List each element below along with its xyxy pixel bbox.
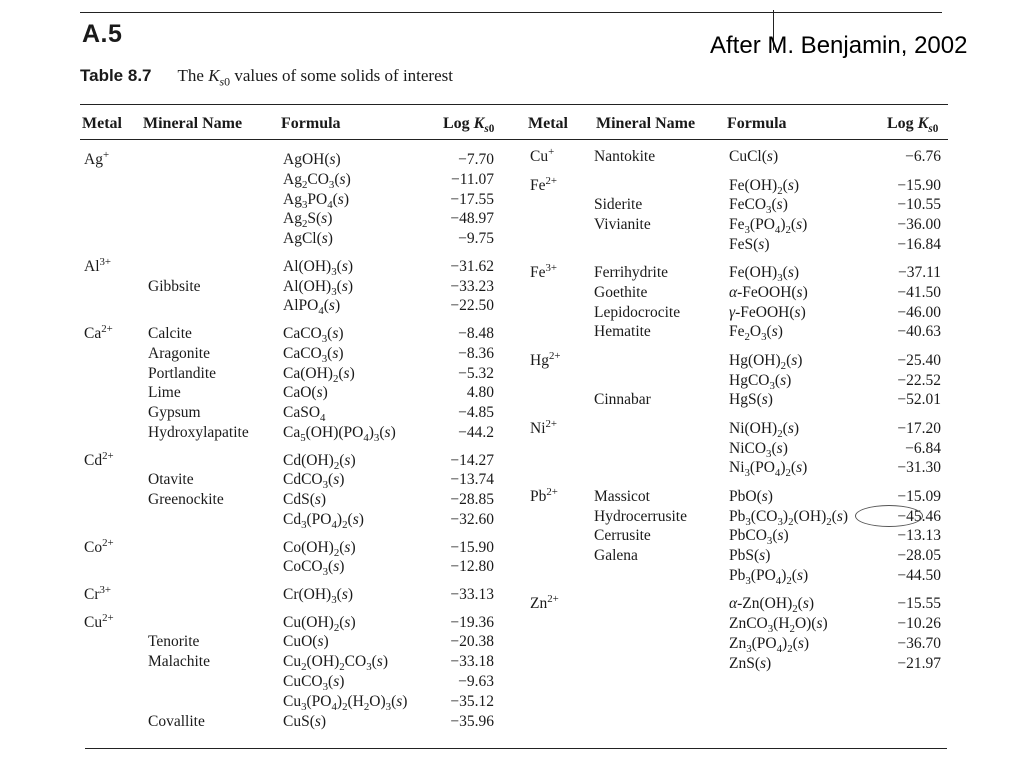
header-mineral-left: Mineral Name [143,115,243,132]
logk-cell: −33.23 [450,277,494,295]
formula-cell: $Zn_3(PO_4)_2(s)$ [729,634,810,655]
table-number: Table 8.7 [80,66,152,85]
logk-cell: −16.84 [897,235,941,253]
logk-cell: −10.26 [897,615,941,633]
logk-cell: −28.85 [450,491,494,509]
formula-cell: $Al(OH)_3(s)$ [283,277,354,298]
formula-cell: $Cd(OH)_2(s)$ [283,451,356,472]
formula-cell: HgCO$_3$(s) [729,371,792,392]
section-label: A.5 [82,20,123,48]
metal-cell: $Zn^{2+}$ [530,593,559,613]
logk-cell: −20.38 [450,633,494,651]
formula-cell: α-FeOOH(s) [729,284,808,301]
mineral-cell: Aragonite [148,344,210,362]
formula-cell: CuCl(s) [729,148,779,165]
logk-cell: −35.12 [450,692,494,710]
logk-cell: −44.2 [458,424,494,441]
logk-cell: −10.55 [897,196,941,214]
formula-cell: HgS(s) [729,391,773,409]
header-formula-right: Formula [727,115,787,132]
formula-cell: CuO(s) [283,633,329,651]
metal-cell: $Co^{2+}$ [84,536,114,556]
mineral-cell: Hematite [594,323,651,341]
formula-cell: CoCO$_3$(s) [283,558,345,579]
table-caption [80,66,453,89]
formula-cell: $Ag_3PO_4(s)$ [283,190,350,211]
formula-cell: $Fe_2O_3(s)$ [729,323,783,344]
formula-cell: $Cd_3(PO_4)_2(s)$ [283,511,364,532]
logk-cell: −36.70 [897,634,941,652]
formula-cell: AgOH(s) [283,151,341,168]
logk-cell: −22.52 [897,371,941,389]
logk-cell: −17.20 [897,420,941,437]
logk-cell: −22.50 [450,297,494,315]
mineral-cell: Calcite [148,325,192,342]
metal-cell: $Fe^{3+}$ [530,262,558,282]
mineral-cell: Lime [148,384,181,402]
logk-cell: −8.48 [458,325,494,342]
logk-cell: −8.36 [458,344,494,362]
logk-cell: −6.76 [905,148,941,165]
logk-cell: −12.80 [450,558,494,576]
mineral-cell: Hydrocerrusite [594,507,687,525]
logk-cell: 4.80 [466,384,494,402]
formula-cell: $Fe(OH)_2(s)$ [729,176,800,197]
formula-cell: PbS(s) [729,547,771,565]
formula-cell: $Ca_5(OH)(PO_4)_3(s)$ [283,424,396,445]
formula-cell: $Pb_3(CO_3)_2(OH)_2(s)$ [729,507,849,528]
formula-cell: $Co(OH)_2(s)$ [283,538,356,559]
header-bottom-rule [80,139,948,140]
logk-cell: −44.50 [897,566,941,584]
logk-cell: −4.85 [458,404,494,422]
mineral-cell: Gibbsite [148,277,201,295]
mineral-cell: Covallite [148,712,205,730]
logk-cell: −9.75 [458,230,494,248]
header-mineral-right: Mineral Name [596,115,696,132]
formula-cell: γ-FeOOH(s) [729,303,806,321]
logk-cell: −11.07 [450,170,494,188]
formula-cell: $Ca(OH)_2(s)$ [283,364,355,385]
header-formula-left: Formula [281,115,341,132]
logk-cell: −33.13 [450,586,494,603]
table-bottom-rule [85,748,947,749]
mineral-cell: Vivianite [594,216,651,233]
formula-cell: AlPO$_4$(s) [283,297,341,318]
logk-cell: −25.40 [897,352,941,369]
mineral-cell: Tenorite [148,633,200,651]
logk-cell: −28.05 [897,547,941,565]
logk-cell: −48.97 [450,210,494,228]
metal-cell: $Al^{3+}$ [84,255,112,275]
formula-cell: CuS(s) [283,712,327,730]
mineral-cell: Cinnabar [594,391,651,409]
formula-cell: AgCl(s) [283,230,333,248]
metal-cell: $Pb^{2+}$ [530,485,558,505]
formula-cell: $Cu_2(OH)_2CO_3(s)$ [283,653,389,674]
logk-cell: −15.09 [897,488,941,505]
logk-cell: −31.62 [450,257,494,275]
formula-cell: CaCO$_3$(s) [283,325,344,346]
logk-cell: −9.63 [458,673,494,690]
logk-cell: −32.60 [450,511,494,528]
header-logk-left: Log $K_{s0}$ [443,115,495,136]
formula-cell: CuCO$_3$(s) [283,673,345,694]
formula-cell: $Al(OH)_3(s)$ [283,257,354,278]
logk-cell: −13.74 [450,471,494,489]
formula-cell: $Ni(OH)_2(s)$ [729,420,800,441]
mineral-cell: Galena [594,547,638,565]
mineral-cell: Greenockite [148,491,224,509]
logk-cell: −41.50 [897,284,941,301]
table-title: The $K_{s0}$ values of some solids of interest [177,66,453,89]
metal-cell: $Ni^{2+}$ [530,417,558,437]
formula-cell: $Cu_3(PO_4)_2(H_2O)_3(s)$ [283,692,408,713]
logk-cell: −15.90 [450,538,494,556]
logk-cell: −33.18 [450,653,494,671]
mineral-cell: Malachite [148,653,210,671]
formula-cell: NiCO$_3$(s) [729,439,788,460]
formula-cell: $Ag_2CO_3(s)$ [283,170,351,191]
header-metal-left: Metal [82,115,122,132]
formula-cell: PbO(s) [729,488,773,505]
formula-cell: CdCO$_3$(s) [283,471,345,492]
header-logk-right: Log $K_{s0}$ [887,115,939,136]
formula-cell: FeCO$_3$(s) [729,196,788,217]
mineral-cell: Massicot [594,488,650,505]
formula-cell: $Ni_3(PO_4)_2(s)$ [729,459,808,480]
logk-cell: −21.97 [897,654,941,672]
logk-cell: −13.13 [897,527,941,545]
formula-cell: $Cu(OH)_2(s)$ [283,613,356,634]
formula-cell: FeS(s) [729,235,770,253]
metal-cell: $Cr^{3+}$ [84,583,112,603]
logk-cell: −45.46 [861,507,941,527]
metal-cell: $Cd^{2+}$ [84,449,114,469]
logk-cell: −7.70 [458,151,494,168]
logk-cell: −40.63 [897,323,941,341]
credit-text: After M. Benjamin, 2002 [710,32,968,59]
formula-cell: CaO(s) [283,384,328,402]
logk-cell: −35.96 [450,712,494,730]
formula-cell: $Ag_2S(s)$ [283,210,333,231]
logk-cell: −15.55 [897,595,941,613]
metal-cell: $Hg^{2+}$ [530,349,561,369]
logk-cell: −37.11 [897,264,941,282]
logk-cell: −31.30 [897,459,941,477]
formula-cell: $Pb_3(PO_4)_2(s)$ [729,566,809,587]
logk-cell: −52.01 [897,391,941,409]
mineral-cell: Ferrihydrite [594,264,669,282]
formula-cell: $Fe(OH)_3(s)$ [729,264,800,285]
metal-cell: $Cu^{2+}$ [84,611,114,631]
formula-cell: CdS(s) [283,491,327,509]
logk-cell: −6.84 [905,439,941,457]
formula-cell: $ZnCO_3(H_2O)(s)$ [729,615,828,636]
metal-cell: Cu+ [530,145,555,165]
mineral-cell: Portlandite [148,364,217,382]
formula-cell: CaSO$_4$ [283,404,326,425]
formula-cell: $Hg(OH)_2(s)$ [729,352,803,373]
header-metal-right: Metal [528,115,568,132]
logk-cell: −46.00 [897,303,941,321]
mineral-cell: Hydroxylapatite [148,424,249,441]
formula-cell: CaCO$_3$(s) [283,344,344,365]
logk-cell: −5.32 [458,364,494,382]
logk-cell: −19.36 [450,613,494,631]
metal-cell: $Ca^{2+}$ [84,322,113,342]
logk-cell: −36.00 [897,216,941,233]
metal-cell: Ag+ [84,148,110,168]
logk-cell: −17.55 [450,190,494,208]
metal-cell: $Fe^{2+}$ [530,174,558,194]
header-top-rule [80,104,948,105]
mineral-cell: Gypsum [148,404,201,422]
formula-cell: PbCO$_3$(s) [729,527,789,548]
formula-cell: $Cr(OH)_3(s)$ [283,586,354,607]
mineral-cell: Lepidocrocite [594,303,681,321]
mineral-cell: Siderite [594,196,643,214]
formula-cell: $Fe_3(PO_4)_2(s)$ [729,216,808,237]
top-rule [80,12,942,13]
formula-cell: ZnS(s) [729,654,772,672]
mineral-cell: Cerrusite [594,527,651,545]
logk-cell: −14.27 [450,451,494,469]
mineral-cell: Goethite [594,284,648,301]
formula-cell: $\alpha-Zn(OH)_2(s)$ [729,595,815,616]
mineral-cell: Nantokite [594,148,656,165]
mineral-cell: Otavite [148,471,194,489]
logk-cell: −15.90 [897,176,941,194]
